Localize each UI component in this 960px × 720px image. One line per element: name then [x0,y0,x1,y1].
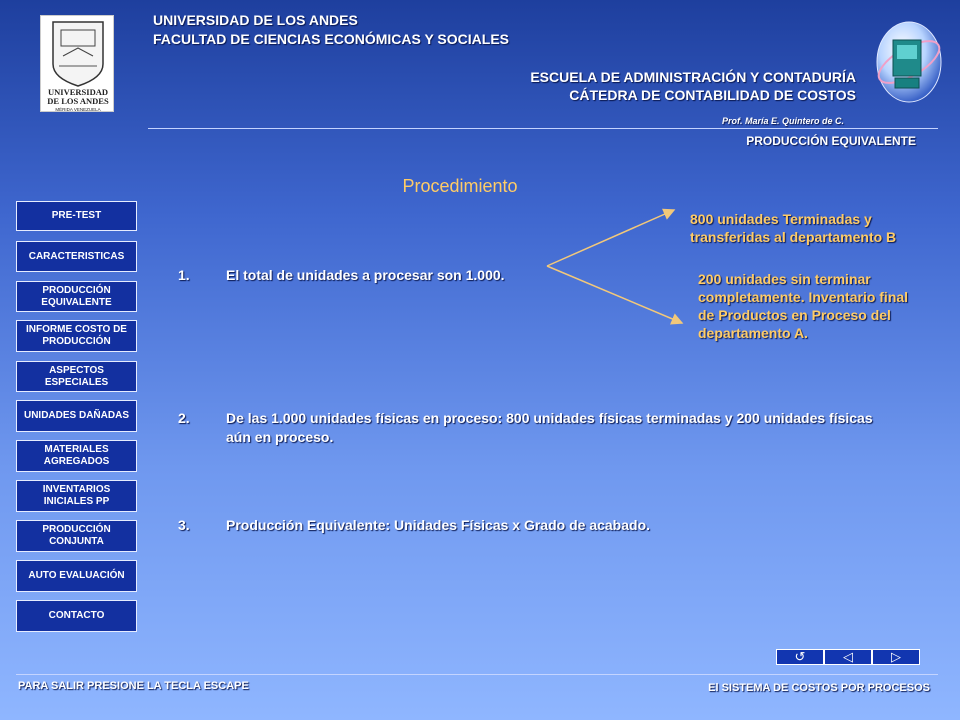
back-arrow-icon: ◁ [843,649,853,664]
arrow-to-terminated [547,210,674,266]
next-button[interactable] [872,649,920,665]
return-icon: ↺ [794,649,806,664]
section-title: PRODUCCIÓN EQUIVALENTE [746,134,916,148]
university-name: UNIVERSIDAD DE LOS ANDES [153,12,358,28]
page-title: Procedimiento [402,176,518,196]
step-1 [178,266,558,285]
step-1-number: 1. [178,267,190,283]
university-logo [40,15,114,112]
header-divider [148,128,938,129]
nav-produccion-equivalente-button[interactable]: PRODUCCIÓN EQUIVALENTE [16,281,137,312]
arrow-to-unfinished [547,266,682,323]
footer-divider [16,674,938,675]
step-3 [178,516,878,535]
svg-text:MÉRIDA VENEZUELA: MÉRIDA VENEZUELA [55,107,101,112]
previous-button[interactable] [824,649,872,665]
step-3-number: 3. [178,517,190,533]
forward-arrow-icon: ▷ [891,649,901,664]
computer-globe-icon [874,16,944,106]
school-name: ESCUELA DE ADMINISTRACIÓN Y CONTADURÍA [530,69,856,85]
nav-contacto-button[interactable]: CONTACTO [16,600,137,632]
chair-name: CÁTEDRA DE CONTABILIDAD DE COSTOS [569,87,856,103]
nav-auto-evaluacion-button[interactable]: AUTO EVALUACIÓN [16,560,137,592]
nav-caracteristicas-button[interactable]: CARACTERISTICAS [16,241,137,272]
step-1-text: El total de unidades a procesar son 1.000. [226,267,505,283]
faculty-name: FACULTAD DE CIENCIAS ECONÓMICAS Y SOCIALES [153,31,509,47]
svg-text:DE LOS ANDES: DE LOS ANDES [47,96,109,106]
professor-name: Prof. María E. Quintero de C. [721,116,844,126]
note-unfinished-units: 200 unidades sin terminar completamente. Inventario final de Productos en Proceso del departamento A. [698,271,909,341]
return-button[interactable] [776,649,824,665]
nav-informe-costo-button[interactable]: INFORME COSTO DE PRODUCCIÓN [16,320,137,352]
nav-aspectos-especiales-button[interactable]: ASPECTOS ESPECIALES [16,361,137,392]
note-terminated-units: 800 unidades Terminadas y transferidas al departamento B [690,211,897,245]
svg-text:UNIVERSIDAD: UNIVERSIDAD [48,87,108,97]
system-name: El SISTEMA DE COSTOS POR PROCESOS [708,682,930,694]
nav-inventarios-iniciales-button[interactable]: INVENTARIOS INICIALES PP [16,480,137,512]
nav-pre-test-button[interactable]: PRE-TEST [16,201,137,231]
nav-materiales-agregados-button[interactable]: MATERIALES AGREGADOS [16,440,137,472]
nav-produccion-conjunta-button[interactable]: PRODUCCIÓN CONJUNTA [16,520,137,552]
exit-hint: PARA SALIR PRESIONE LA TECLA ESCAPE [18,680,249,692]
step-2-number: 2. [178,410,190,426]
step-2-text: De las 1.000 unidades físicas en proceso: 800 unidades físicas terminadas y 200 unidades físicas aún en proceso. [226,410,873,445]
nav-unidades-danadas-button[interactable]: UNIDADES DAÑADAS [16,400,137,432]
step-3-text: Producción Equivalente: Unidades Físicas x Grado de acabado. [226,517,651,533]
step-2 [178,409,878,447]
